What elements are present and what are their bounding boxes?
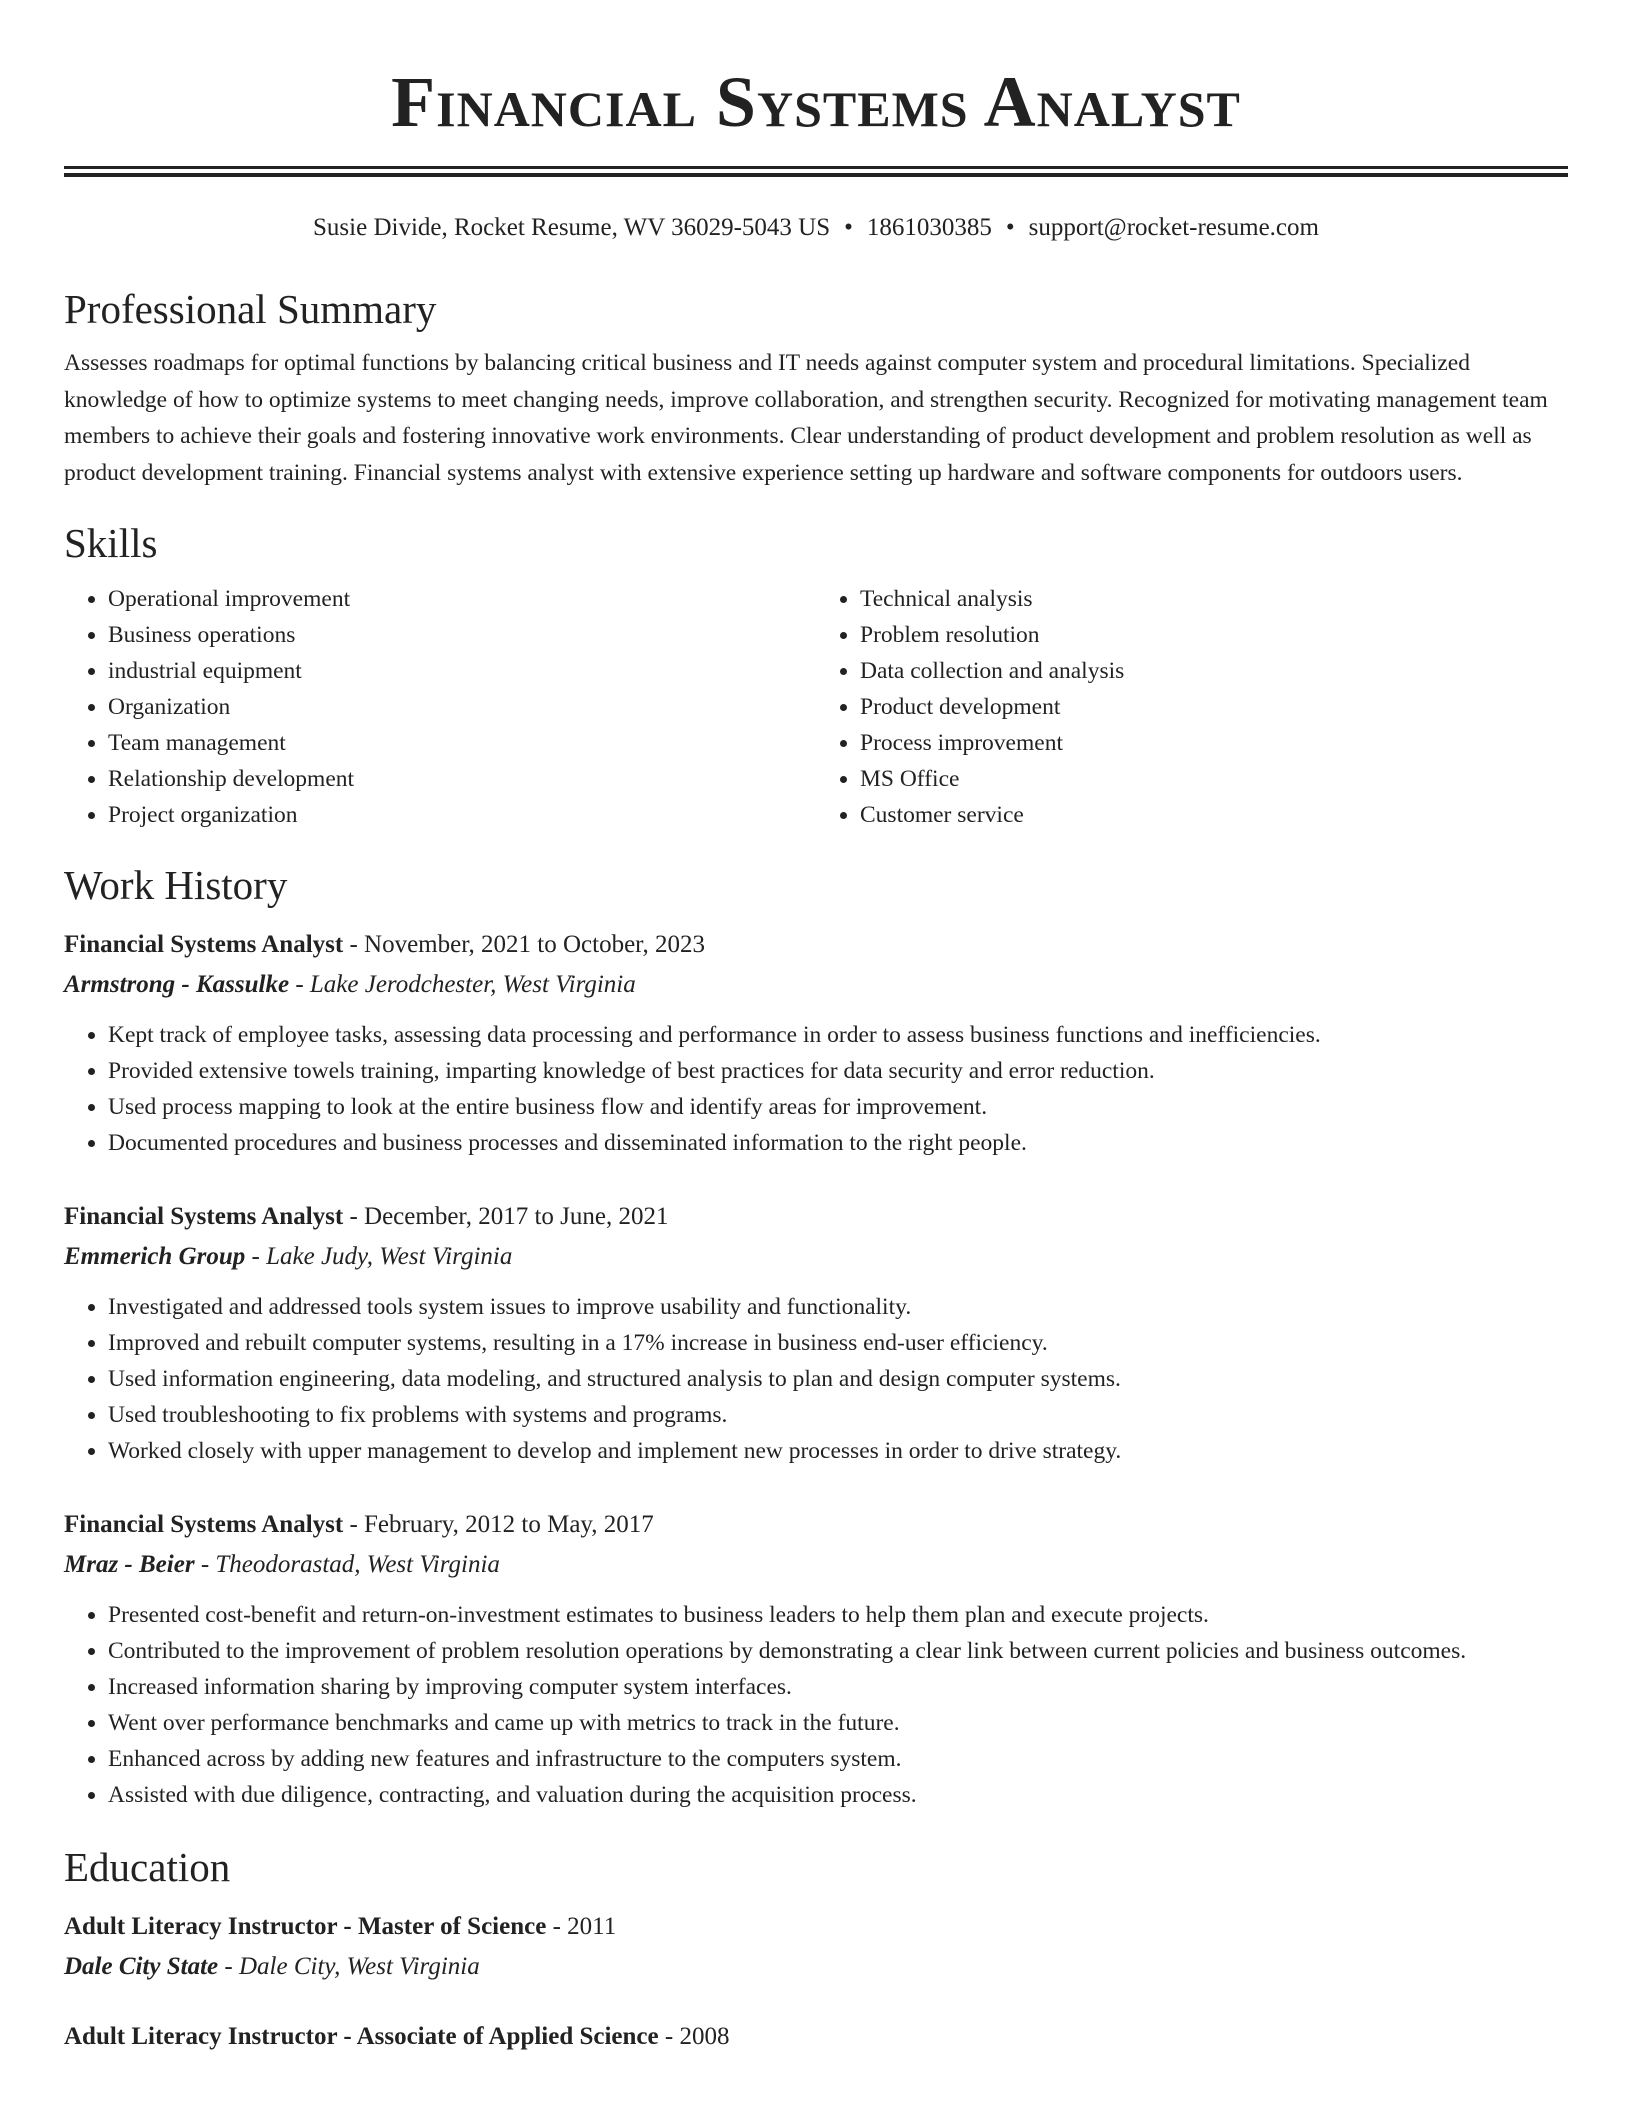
job-bullet: • Went over performance benchmarks and came up with metrics to track in the future. [108,1705,1568,1741]
education-degree-line: Adult Literacy Instructor - Master of Science - 2011 [64,1913,617,1940]
skill-item: • Team management [108,725,816,761]
skills-heading: Skills [64,520,158,566]
job-company-line: Armstrong - Kassulke - Lake Jerodchester, West Virginia [64,971,636,998]
job-location: Theodorastad, West Virginia [215,1551,500,1578]
job-bullet: • Increased information sharing by improving computer system interfaces. [108,1669,1568,1705]
skill-item: • Problem resolution [860,617,1568,653]
job-bullet: • Assisted with due diligence, contracting, and valuation during the acquisition process. [108,1777,1568,1813]
contact-separator: • [1005,214,1015,241]
job-title-line: Financial Systems Analyst - December, 2017 to June, 2021 [64,1203,669,1230]
job-dates: February, 2012 to May, 2017 [364,1511,654,1538]
job-bullet: • Investigated and addressed tools system issues to improve usability and functionality. [108,1289,1568,1325]
job-title-line: Financial Systems Analyst - November, 2021 to October, 2023 [64,931,706,958]
skill-item: • industrial equipment [108,653,816,689]
job-bullets [64,1289,1568,1469]
education-entry [64,2017,1568,2057]
contact-separator: • [844,214,853,241]
job-bullet: • Used process mapping to look at the entire business flow and identify areas for improvement. [108,1089,1568,1125]
job-bullet: • Used troubleshooting to fix problems with systems and programs. [108,1397,1568,1433]
job-bullets [64,1597,1568,1813]
job-bullet: • Improved and rebuilt computer systems, resulting in a 17% increase in business end-user efficiency. [108,1325,1568,1361]
job-company-line: Emmerich Group - Lake Judy, West Virginia [64,1243,513,1270]
job-entry [64,1505,1568,1813]
job-bullet: • Provided extensive towels training, imparting knowledge of best practices for data security and error reduction. [108,1053,1568,1089]
education-degree: Adult Literacy Instructor - Master of Science [64,1913,547,1940]
job-bullet: • Enhanced across by adding new features and infrastructure to the computers system. [108,1741,1568,1777]
summary-heading: Professional Summary [64,286,437,332]
skill-item: • Project organization [108,797,816,833]
contact-address: Susie Divide, Rocket Resume, WV 36029-5043 US [313,214,831,241]
skills-list-right [816,581,1568,833]
education-year: 2008 [679,2023,730,2050]
skill-item: • Relationship development [108,761,816,797]
education-degree: Adult Literacy Instructor - Associate of Applied Science [64,2023,659,2050]
job-bullets [64,1017,1568,1161]
education-degree-line: Adult Literacy Instructor - Associate of Applied Science - 2008 [64,2023,730,2050]
job-bullet: • Kept track of employee tasks, assessing data processing and performance in order to assess business functions and inefficiencies. [108,1017,1568,1053]
education-school: Dale City State [64,1953,219,1980]
skill-item: • Process improvement [860,725,1568,761]
job-location: Lake Jerodchester, West Virginia [309,971,636,998]
skill-item: • Customer service [860,797,1568,833]
job-bullet: • Used information engineering, data modeling, and structured analysis to plan and design computer systems. [108,1361,1568,1397]
job-location: Lake Judy, West Virginia [266,1243,513,1270]
contact-phone: 1861030385 [866,214,992,241]
job-title: Financial Systems Analyst [64,1203,344,1230]
education-entry [64,1907,1568,1987]
skill-item: • Technical analysis [860,581,1568,617]
job-bullet: • Presented cost-benefit and return-on-investment estimates to business leaders to help them plan and execute projects. [108,1597,1568,1633]
education-school-line: Dale City State - Dale City, West Virginia [64,1953,480,1980]
skills-columns [64,581,1568,833]
job-dates: December, 2017 to June, 2021 [364,1203,669,1230]
job-company: Emmerich Group [64,1243,246,1270]
job-dates: November, 2021 to October, 2023 [364,931,706,958]
job-bullet: • Worked closely with upper management to develop and implement new processes in order to drive strategy. [108,1433,1568,1469]
skill-item: • Operational improvement [108,581,816,617]
education-year: 2011 [567,1913,617,1940]
job-title: Financial Systems Analyst [64,931,344,958]
skill-item: • Organization [108,689,816,725]
skill-item: • Business operations [108,617,816,653]
job-bullet: • Documented procedures and business processes and disseminated information to the right people. [108,1125,1568,1161]
job-title: Financial Systems Analyst [64,1511,344,1538]
job-company-line: Mraz - Beier - Theodorastad, West Virginia [64,1551,500,1578]
skills-list-left [64,581,816,833]
title-double-rule [64,166,1568,177]
skill-item: • Data collection and analysis [860,653,1568,689]
education-location: Dale City, West Virginia [238,1953,480,1980]
job-company: Armstrong - Kassulke [64,971,290,998]
skill-item: • MS Office [860,761,1568,797]
skill-item: • Product development [860,689,1568,725]
job-entry [64,1197,1568,1469]
resume-title: Financial Systems Analyst [391,62,1241,142]
job-title-line: Financial Systems Analyst - February, 2012 to May, 2017 [64,1511,654,1538]
job-entry [64,925,1568,1161]
job-bullet: • Contributed to the improvement of problem resolution operations by demonstrating a clear link between current policies and business outcomes. [108,1633,1568,1669]
job-company: Mraz - Beier [64,1551,195,1578]
work-history-heading: Work History [64,862,288,908]
summary-text: Assesses roadmaps for optimal functions by balancing critical business and IT needs against computer system and procedural limitations. Specialized knowledge of how to optimize systems to meet changing needs, improve collaboration, and strengthen security. Recognized for motivating management team members to achieve their goals and fostering innovative work environments. Clear understanding of product development and problem resolution as well as product development training. Financial systems analyst with extensive experience setting up hardware and software components for outdoors users. [64,350,1548,486]
education-heading: Education [64,1844,231,1890]
contact-email: support@rocket-resume.com [1028,214,1319,241]
contact-line [64,211,1568,245]
